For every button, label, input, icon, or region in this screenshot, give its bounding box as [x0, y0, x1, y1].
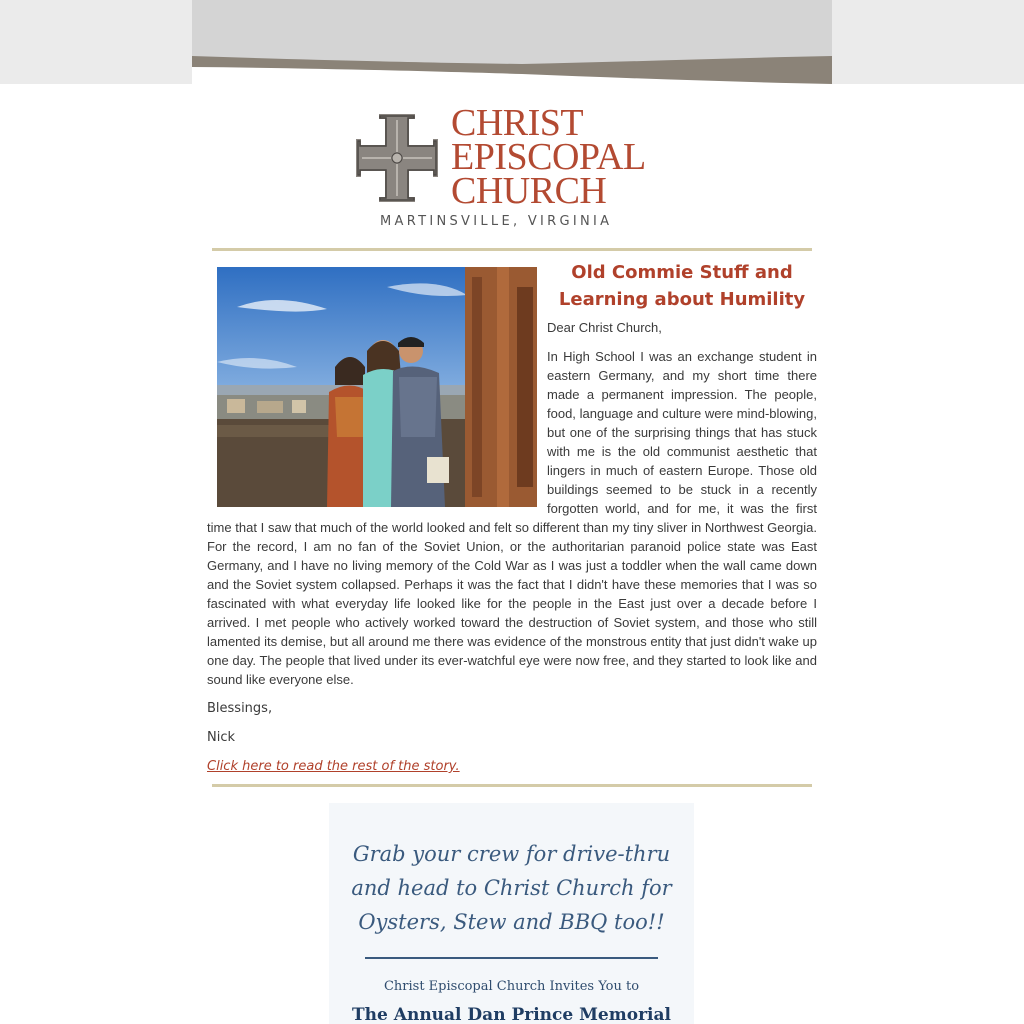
header-banner [192, 0, 832, 84]
flyer-heading-line-3: Oysters, Stew and BBQ too!! [358, 910, 665, 934]
logo-wordmark [451, 102, 646, 212]
article-salutation: Dear Christ Church, [547, 320, 662, 335]
article-body: In High School I was an exchange student in eastern Germany, and my short time there made a permanent impression. The people, food, language and culture were mind-blowing, but one of the surprising things that has stuck with me is the old communist aesthetic that lingers in much of eastern Europe. Those old buildings seemed to be stuck in a recently forgotten world, and for me, it was the first time that I saw that much of the world looked and felt so different than my tiny sliver in Northwest Georgia. For the record, I am no fan of the Soviet Union, or the authoritarian paranoid police state was East Germany, and I have no living memory of the Cold War as I was just a toddler when the wall came down and the Soviet system collapsed. Perhaps it was the fact that I didn't have these memories that I was so fascinated with what everyday life looked like for the people in the East just over a decade before I arrived. I met people who actively worked toward the destruction of Soviet system, and those who still lamented its demise, but all around me there was evidence of the monstrous entity that just didn't wake up one day. The people that lived under its ever-watchful eye were now free, and they started to look like and sound like everyone else. [207, 349, 817, 687]
article-closing: Blessings, [207, 701, 273, 716]
church-logo[interactable] [350, 102, 680, 231]
newsletter-body [192, 84, 832, 1024]
pastor-letter-article [207, 259, 817, 776]
flyer-invite-text: Christ Episcopal Church Invites You to [383, 979, 640, 994]
read-more-link[interactable]: Click here to read the rest of the story. [207, 759, 460, 774]
group-photo-image [217, 267, 537, 507]
logo-line-3: CHURCH [451, 170, 607, 212]
flyer-event-title: The Annual Dan Prince Memorial [352, 1005, 671, 1024]
flyer-heading-line-1: Grab your crew for drive-thru [352, 842, 671, 866]
article-title: Old Commie Stuff and Learning about Humility [558, 262, 806, 310]
logo-line-1: CHRIST [451, 102, 584, 144]
article-photo [217, 267, 537, 507]
article-signature: Nick [207, 730, 236, 745]
flyer-divider [365, 957, 658, 959]
logo-line-2: EPISCOPAL [451, 136, 646, 178]
flyer-heading [329, 837, 694, 939]
flyer-heading-line-2: and head to Christ Church for [351, 876, 672, 900]
section-divider [212, 248, 812, 251]
section-divider [212, 784, 812, 787]
cross-icon [350, 108, 444, 208]
oyster-event-flyer[interactable] [329, 803, 694, 1024]
logo-location: MARTINSVILLE, VIRGINIA [380, 214, 613, 229]
